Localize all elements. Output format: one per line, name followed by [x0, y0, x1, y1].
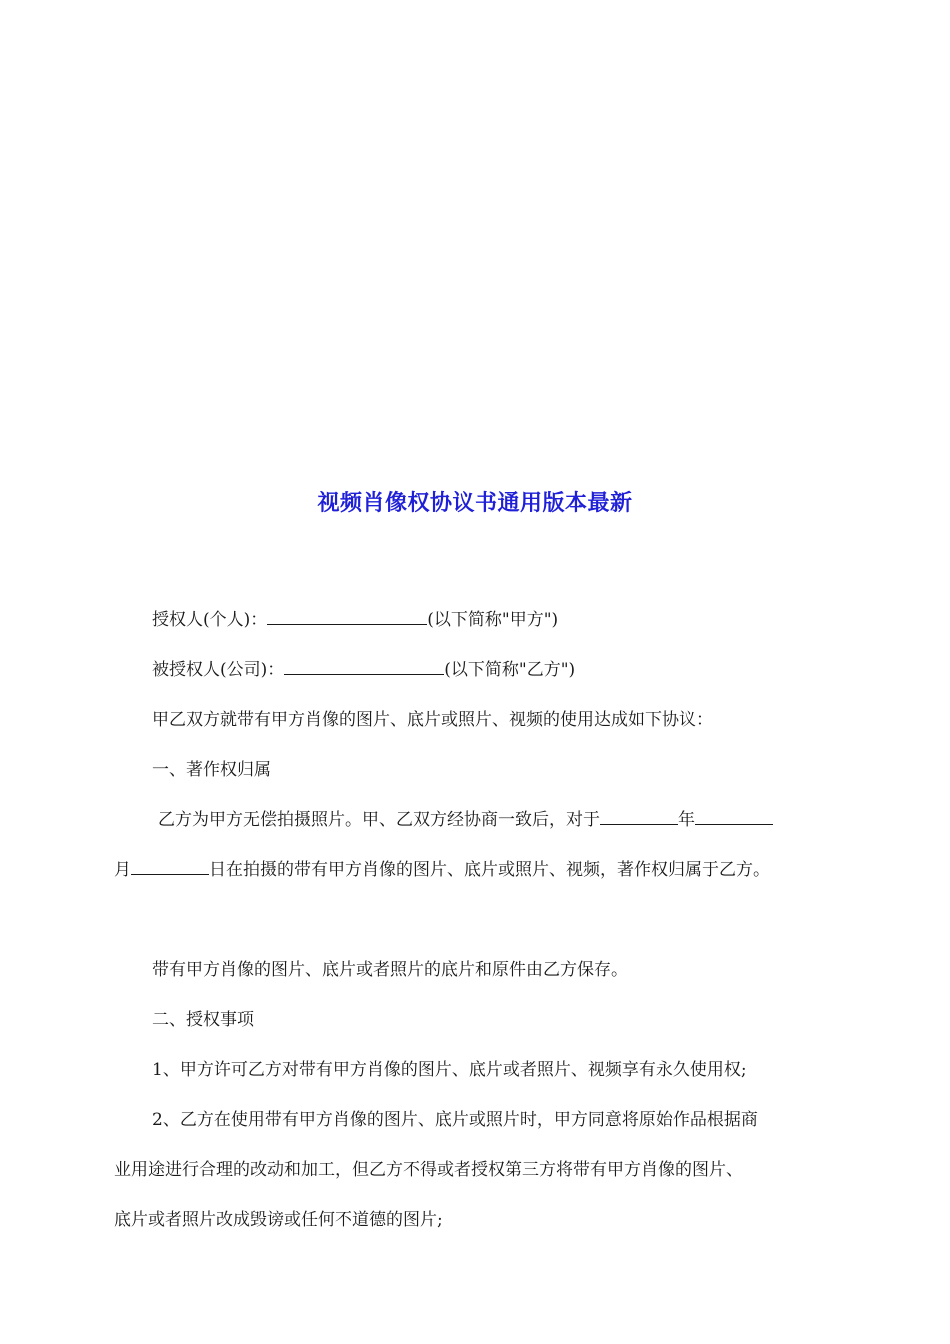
authorizer-label: 授权人(个人)：	[152, 610, 268, 630]
copyright-paragraph-line1	[158, 808, 773, 832]
section-heading-copyright: 一、著作权归属	[152, 760, 271, 780]
authorizer-line	[152, 608, 558, 632]
day-blank[interactable]	[131, 858, 209, 875]
year-blank[interactable]	[600, 808, 678, 825]
month-blank[interactable]	[695, 808, 773, 825]
section-heading-authorization: 二、授权事项	[152, 1010, 254, 1030]
clause-2-line1: 2、乙方在使用带有甲方肖像的图片、底片或照片时，甲方同意将原始作品根据商	[152, 1110, 758, 1130]
authorizer-note: (以下简称"甲方")	[427, 610, 559, 630]
clause-2-line3: 底片或者照片改成毁谤或任何不道德的图片;	[114, 1210, 443, 1230]
copyright-text-a: 乙方为甲方无偿拍摄照片。甲、乙双方经协商一致后，对于	[158, 810, 600, 830]
authorized-label: 被授权人(公司)：	[152, 660, 285, 680]
month-label: 月	[114, 860, 131, 880]
authorized-note: (以下简称"乙方")	[444, 660, 576, 680]
agreement-intro: 甲乙双方就带有甲方肖像的图片、底片或照片、视频的使用达成如下协议：	[152, 710, 713, 730]
clause-2-line2: 业用途进行合理的改动和加工，但乙方不得或者授权第三方将带有甲方肖像的图片、	[114, 1160, 743, 1180]
storage-paragraph: 带有甲方肖像的图片、底片或者照片的底片和原件由乙方保存。	[152, 960, 628, 980]
authorizer-blank[interactable]	[267, 608, 427, 625]
authorized-line	[152, 658, 575, 682]
copyright-paragraph-line2	[114, 858, 770, 882]
document-title: 视频肖像权协议书通用版本最新	[317, 491, 633, 516]
authorized-blank[interactable]	[284, 658, 444, 675]
year-label: 年	[678, 810, 695, 830]
copyright-text-b: 日在拍摄的带有甲方肖像的图片、底片或照片、视频，著作权归属于乙方。	[209, 860, 770, 880]
clause-1: 1、甲方许可乙方对带有甲方肖像的图片、底片或者照片、视频享有永久使用权;	[152, 1060, 747, 1080]
